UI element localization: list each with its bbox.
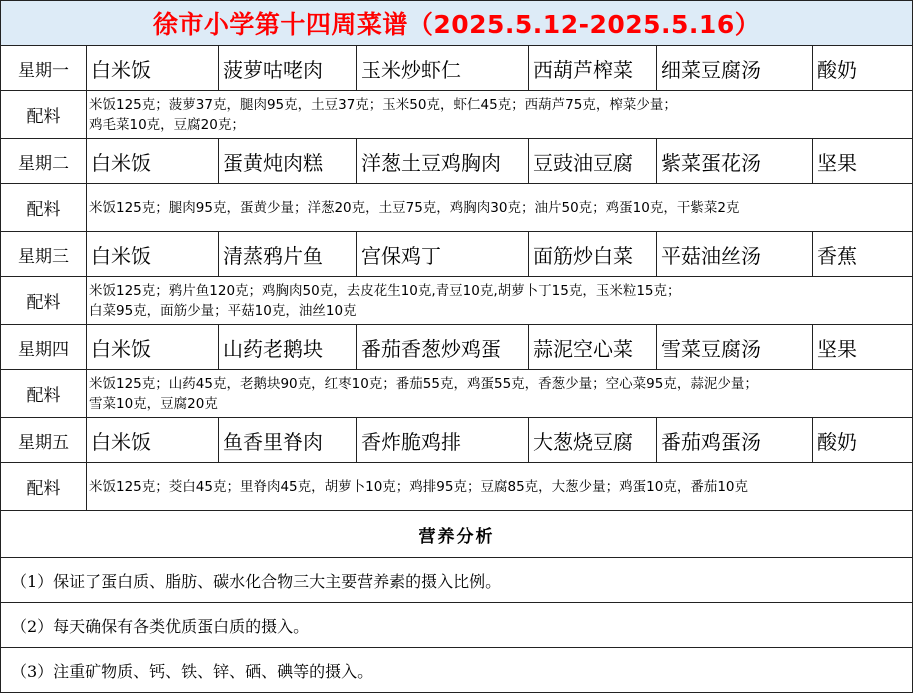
- ingredients-label: 配料: [1, 370, 87, 418]
- ingredients-line: 鸡毛菜10克，豆腐20克；: [89, 116, 245, 133]
- dish-cell: 酸奶: [813, 46, 913, 91]
- day-label: 星期四: [1, 325, 87, 370]
- ingredients-line: 白菜95克，面筋少量；平菇10克，油丝10克: [89, 302, 357, 319]
- ingredients-row: [1, 370, 913, 418]
- day-row: [1, 46, 913, 91]
- dish-cell: 白米饭: [87, 325, 219, 370]
- ingredients-text: [87, 370, 913, 418]
- dish-cell: 香炸脆鸡排: [357, 418, 529, 463]
- dish-cell: 玉米炒虾仁: [357, 46, 529, 91]
- dish-cell: 蛋黄炖肉糕: [219, 139, 357, 184]
- dish-cell: 雪菜豆腐汤: [657, 325, 813, 370]
- dish-cell: 坚果: [813, 325, 913, 370]
- dish-cell: 白米饭: [87, 46, 219, 91]
- ingredients-label: 配料: [1, 277, 87, 325]
- ingredients-line: 米饭125克；茭白45克；里脊肉45克，胡萝卜10克；鸡排95克；豆腐85克，大葱少量；鸡蛋10克，番茄10克: [89, 478, 749, 495]
- dish-cell: 鱼香里脊肉: [219, 418, 357, 463]
- day-row: [1, 139, 913, 184]
- dish-cell: 细菜豆腐汤: [657, 46, 813, 91]
- ingredients-line: 雪菜10克，豆腐20克: [89, 395, 218, 412]
- dish-cell: 紫菜蛋花汤: [657, 139, 813, 184]
- ingredients-line: 米饭125克；菠萝37克，腿肉95克，土豆37克；玉米50克，虾仁45克；西葫芦75克，榨菜少量；: [89, 96, 677, 113]
- ingredients-row: [1, 184, 913, 232]
- day-row: [1, 232, 913, 277]
- dish-cell: 豆豉油豆腐: [529, 139, 657, 184]
- dish-cell: 白米饭: [87, 139, 219, 184]
- nutrition-item: （2）每天确保有各类优质蛋白质的摄入。: [1, 603, 913, 648]
- nutrition-title: 营养分析: [1, 511, 913, 558]
- dish-cell: 西葫芦榨菜: [529, 46, 657, 91]
- ingredients-text: [87, 91, 913, 139]
- nutrition-item: （3）注重矿物质、钙、铁、锌、硒、碘等的摄入。: [1, 648, 913, 693]
- dish-cell: 清蒸鸦片鱼: [219, 232, 357, 277]
- ingredients-line: 米饭125克；山药45克，老鹅块90克，红枣10克；番茄55克，鸡蛋55克，香葱少量；空心菜95克，蒜泥少量；: [89, 375, 758, 392]
- ingredients-line: 米饭125克；鸦片鱼120克；鸡胸肉50克，去皮花生10克,青豆10克,胡萝卜丁15克，玉米粒15克；: [89, 282, 681, 299]
- dish-cell: 番茄香葱炒鸡蛋: [357, 325, 529, 370]
- dish-cell: 坚果: [813, 139, 913, 184]
- dish-cell: 平菇油丝汤: [657, 232, 813, 277]
- dish-cell: 洋葱土豆鸡胸肉: [357, 139, 529, 184]
- day-label: 星期二: [1, 139, 87, 184]
- dish-cell: 白米饭: [87, 232, 219, 277]
- dish-cell: 香蕉: [813, 232, 913, 277]
- day-row: [1, 418, 913, 463]
- dish-cell: 酸奶: [813, 418, 913, 463]
- ingredients-label: 配料: [1, 91, 87, 139]
- day-row: [1, 325, 913, 370]
- dish-cell: 面筋炒白菜: [529, 232, 657, 277]
- day-label: 星期三: [1, 232, 87, 277]
- page-title: 徐市小学第十四周菜谱（2025.5.12-2025.5.16）: [1, 1, 913, 46]
- ingredients-text: [87, 463, 913, 511]
- dish-cell: 番茄鸡蛋汤: [657, 418, 813, 463]
- dish-cell: 蒜泥空心菜: [529, 325, 657, 370]
- dish-cell: 菠萝咕咾肉: [219, 46, 357, 91]
- day-label: 星期五: [1, 418, 87, 463]
- ingredients-row: [1, 91, 913, 139]
- ingredients-label: 配料: [1, 184, 87, 232]
- ingredients-text: [87, 184, 913, 232]
- ingredients-text: [87, 277, 913, 325]
- nutrition-item: （1）保证了蛋白质、脂肪、碳水化合物三大主要营养素的摄入比例。: [1, 558, 913, 603]
- dish-cell: 大葱烧豆腐: [529, 418, 657, 463]
- day-label: 星期一: [1, 46, 87, 91]
- ingredients-row: [1, 463, 913, 511]
- ingredients-row: [1, 277, 913, 325]
- dish-cell: 宫保鸡丁: [357, 232, 529, 277]
- ingredients-label: 配料: [1, 463, 87, 511]
- ingredients-line: 米饭125克；腿肉95克，蛋黄少量；洋葱20克，土豆75克，鸡胸肉30克；油片50克；鸡蛋10克，干紫菜2克: [89, 199, 740, 216]
- dish-cell: 山药老鹅块: [219, 325, 357, 370]
- dish-cell: 白米饭: [87, 418, 219, 463]
